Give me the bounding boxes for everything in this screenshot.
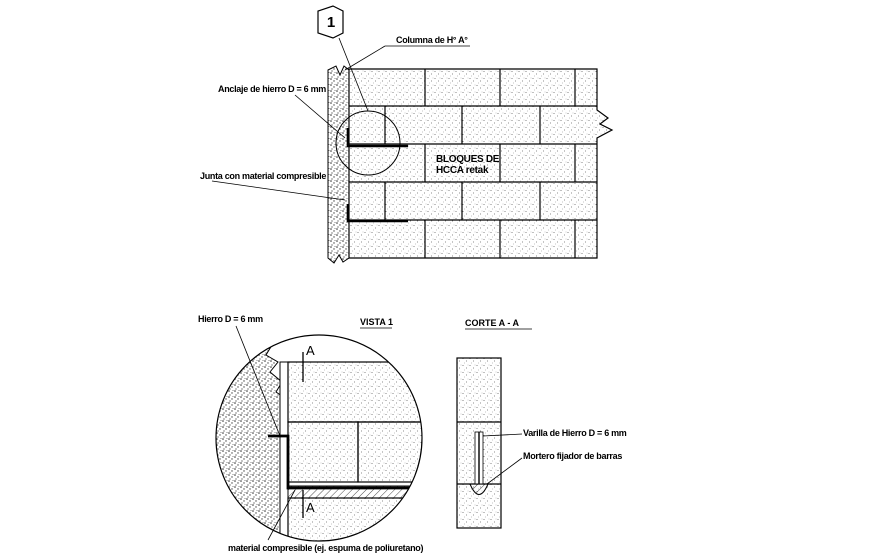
label-column: Columna de H° A° [396, 35, 468, 45]
label-blocks-1: BLOQUES DE [436, 154, 500, 165]
section-mark-bottom: A [306, 500, 315, 515]
label-joint: Junta con material compresible [200, 171, 327, 181]
view-title: VISTA 1 [360, 317, 394, 327]
view-1-detail [198, 314, 428, 553]
label-anchor: Anclaje de hierro D = 6 mm [218, 84, 326, 94]
detail-marker-number: 1 [326, 14, 336, 31]
section-title: CORTE A - A [465, 318, 519, 328]
label-iron-bar: Hierro D = 6 mm [198, 314, 263, 324]
concrete-column [328, 66, 349, 263]
label-rod: Varilla de Hierro D = 6 mm [523, 428, 627, 438]
wall-elevation [200, 6, 612, 263]
section-a-a [457, 318, 627, 528]
label-mortar: Mortero fijador de barras [523, 451, 623, 461]
label-blocks-2: HCCA retak [436, 165, 489, 176]
section-mark-top: A [306, 343, 315, 358]
label-compressible-material: material compresible (ej. espuma de poliuretano) [228, 543, 424, 553]
